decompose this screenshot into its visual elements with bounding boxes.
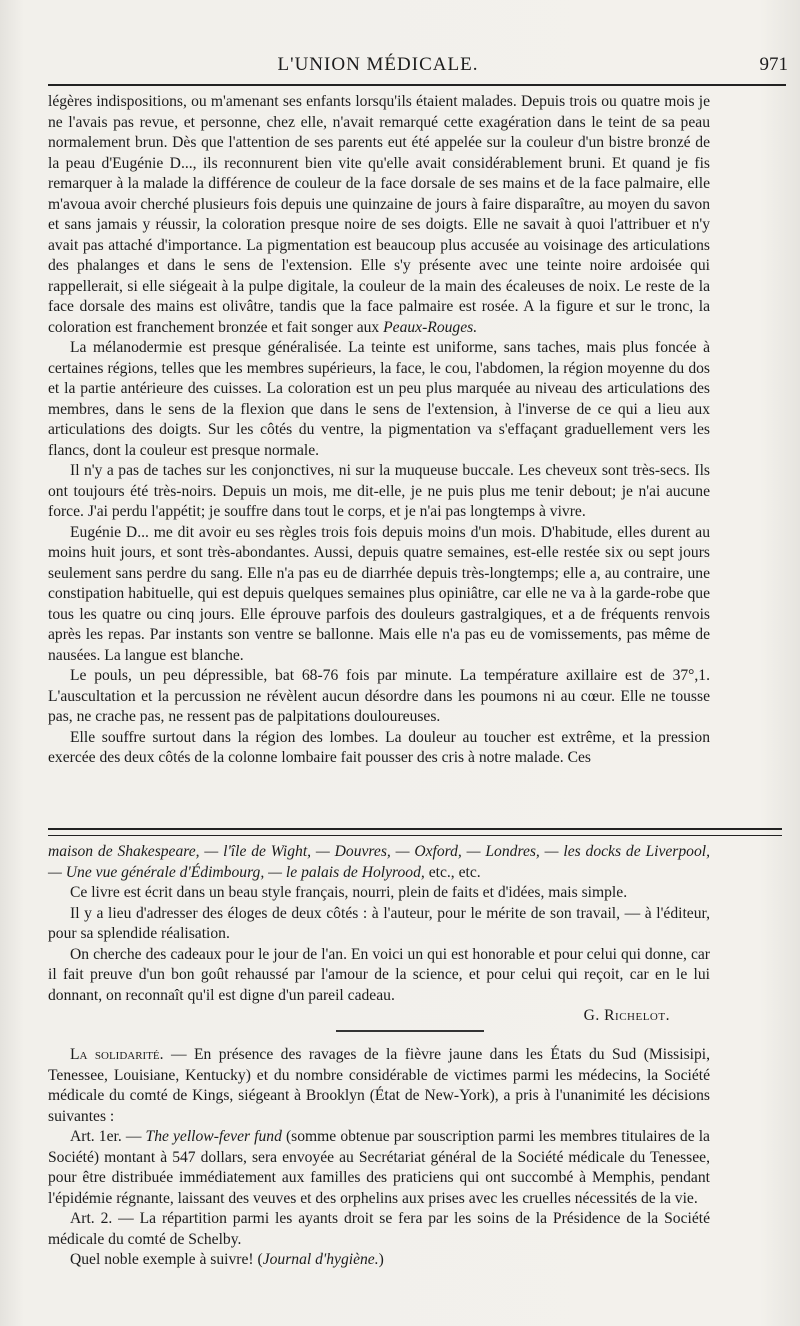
header-rule: [48, 84, 786, 86]
paragraph-text: etc., etc.: [424, 863, 481, 881]
paragraph: Il y a lieu d'adresser des éloges de deux côtés : à l'auteur, pour le mérite de son travail, — à l'éditeur, pour sa splendide réalisation.: [48, 904, 710, 942]
italic-term: Peaux-Rouges.: [383, 318, 478, 336]
paragraph: Ce livre est écrit dans un beau style français, nourri, plein de faits et d'idées, mais simple.: [70, 884, 628, 901]
paragraph: [48, 1127, 710, 1209]
section-divider: [48, 828, 782, 836]
paragraph: Il n'y a pas de taches sur les conjonctives, ni sur la muqueuse buccale. Les cheveux sont très-secs. Ils ont toujours été très-noirs. Depuis un mois, me dit-elle, je ne puis plus me tenir debout; je n'ai aucune force. J'ai perdu l'appétit; je souffre dans tout le corps, et je n'ai pas longtemps à vivre.: [48, 462, 710, 520]
italic-list: maison de Shakespeare, — l'île de Wight, — Douvres, — Oxford, — Londres, — les docks de Liverpool, — Une vue générale d'Édimbourg, — le palais de Holyrood,: [48, 843, 710, 881]
paragraph: Elle souffre surtout dans la région des lombes. La douleur au toucher est extrême, et la pression exercée des deux côtés de la colonne lombaire fait pousser des cris à notre malade. Ces: [48, 728, 710, 766]
paragraph-text: Quel noble exemple à suivre! (: [70, 1251, 263, 1268]
book-review-section: [48, 842, 710, 1027]
paragraph: [48, 1045, 710, 1127]
source-citation: Journal d'hygiène.: [262, 1251, 379, 1268]
italic-term: The yellow-fever fund: [145, 1128, 282, 1145]
running-title: L'UNION MÉDICALE.: [277, 54, 479, 75]
paragraph: [48, 842, 710, 883]
section-heading: La solidarité.: [70, 1046, 164, 1063]
paragraph-text: légères indispositions, ou m'amenant ses enfants lorsqu'ils étaient malades. Depuis trois ou quatre mois je ne l'avais pas revue, et personne, chez elle, n'avait remarqué cette exagération dans le teint de sa peau normalement brun. Dès que l'attention de ses parents eut été appelée sur la couleur d'un bistre bronzé de la peau d'Eugénie D..., ils reconnurent bien vite qu'elle avait considérablement bruni. Et quand je fis remarquer à la malade la différence de couleur de la face dorsale de ses mains et de la face palmaire, elle m'avoua avoir cherché plusieurs fois depuis une quinzaine de jours à faire disparaître, au moyen du savon et sans jamais y réussir, la coloration presque noire de ses doigts. Elle ne savait à quoi l'attribuer et n'y avait pas attaché d'importance. La pigmentation est beaucoup plus accusée au voisinage des articulations des phalanges et dans le sens de l'extension. Elle s'y présente avec une teinte noire ardoisée qui rappellerait, si elle siégeait à la pulpe digitale, la couleur de la main des écaleuses de noix. Le reste de la face dorsale des mains est olivâtre, tandis que la face palmaire est rosée. A la figure et sur le tronc, la coloration est franchement bronzée et fait songer aux: [48, 93, 710, 336]
news-section: [48, 1045, 710, 1271]
paragraph: [48, 92, 710, 338]
author-signature: G. Richelot.: [583, 1007, 670, 1024]
short-divider: [336, 1030, 484, 1032]
case-report-section: [48, 92, 710, 769]
page-header: [48, 50, 788, 82]
paragraph: [48, 1250, 710, 1271]
paragraph: Le pouls, un peu dépressible, bat 68-76 fois par minute. La température axillaire est de 37°,1. L'auscultation et la percussion ne révèlent aucun désordre dans les poumons ni au cœur. Elle ne tousse pas, ne crache pas, ne ressent pas de palpitations douloureuses.: [48, 667, 710, 725]
paragraph: La mélanodermie est presque généralisée. La teinte est uniforme, sans taches, mais plus foncée à certaines régions, telles que les membres supérieurs, la face, le cou, l'abdomen, la région moyenne du dos et la partie antérieure des cuisses. La coloration est un peu plus marquée au niveau des articulations des membres, dans le sens de la flexion que dans le sens de l'extension, à l'inverse de ce qui a lieu aux articulations des doigts. Sur les côtés du ventre, la pigmentation va s'effaçant graduellement vers les flancs, dont la couleur est presque normale.: [48, 339, 710, 459]
article-label: Art. 1er. —: [70, 1128, 146, 1145]
paragraph: Eugénie D... me dit avoir eu ses règles trois fois depuis moins d'un mois. D'habitude, elles durent au moins huit jours, et sont très-abondantes. Aussi, depuis quatre semaines, est-elle restée six ou sept jours seulement sans perdre du sang. Elle n'a pas eu de diarrhée depuis très-longtemps; elle a, au contraire, une constipation habituelle, qui est depuis quelques semaines plus opiniâtre, car elle ne va à la garde-robe que tous les quatre ou cinq jours. Elle éprouve parfois des douleurs gastralgiques, et a de fréquents renvois après les repas. Par instants son ventre se ballonne. Mais elle n'a pas eu de vomissements, pas même de nausées. La langue est blanche.: [48, 523, 710, 664]
paragraph-text: ): [378, 1251, 384, 1268]
paragraph-text: (somme obtenue par souscription parmi les membres titulaires de la Société) montant à 547 dollars, sera envoyée au Secrétariat général de la Société médicale du Tenessee, pour être distribuée immédiatement aux familles des praticiens qui ont succombé à Memphis, pendant l'épidémie régnante, laissant des veuves et des orphelins aux prises avec les cruelles nécessités de la vie.: [48, 1128, 710, 1207]
paragraph: On cherche des cadeaux pour le jour de l'an. En voici un qui est honorable et pour celui qui donne, car il fait preuve d'un bon goût rehaussé par l'amour de la science, et pour celui qui reçoit, car en le lui donnant, on reconnaît qu'il est digne d'un pareil cadeau.: [48, 945, 710, 1004]
paragraph: Art. 2. — La répartition parmi les ayants droit se fera par les soins de la Présidence de la Société médicale du comté de Schelby.: [48, 1210, 710, 1248]
page-number: 971: [759, 54, 788, 75]
paragraph-text: — En présence des ravages de la fièvre jaune dans les États du Sud (Missisipi, Tenessee, Louisiane, Kentucky) et du nombre considérable de victimes parmi les médecins, la Société médicale du comté de Kings, siégeant à Brooklyn (État de New-York), a pris à l'unanimité les décisions suivantes :: [48, 1046, 710, 1125]
